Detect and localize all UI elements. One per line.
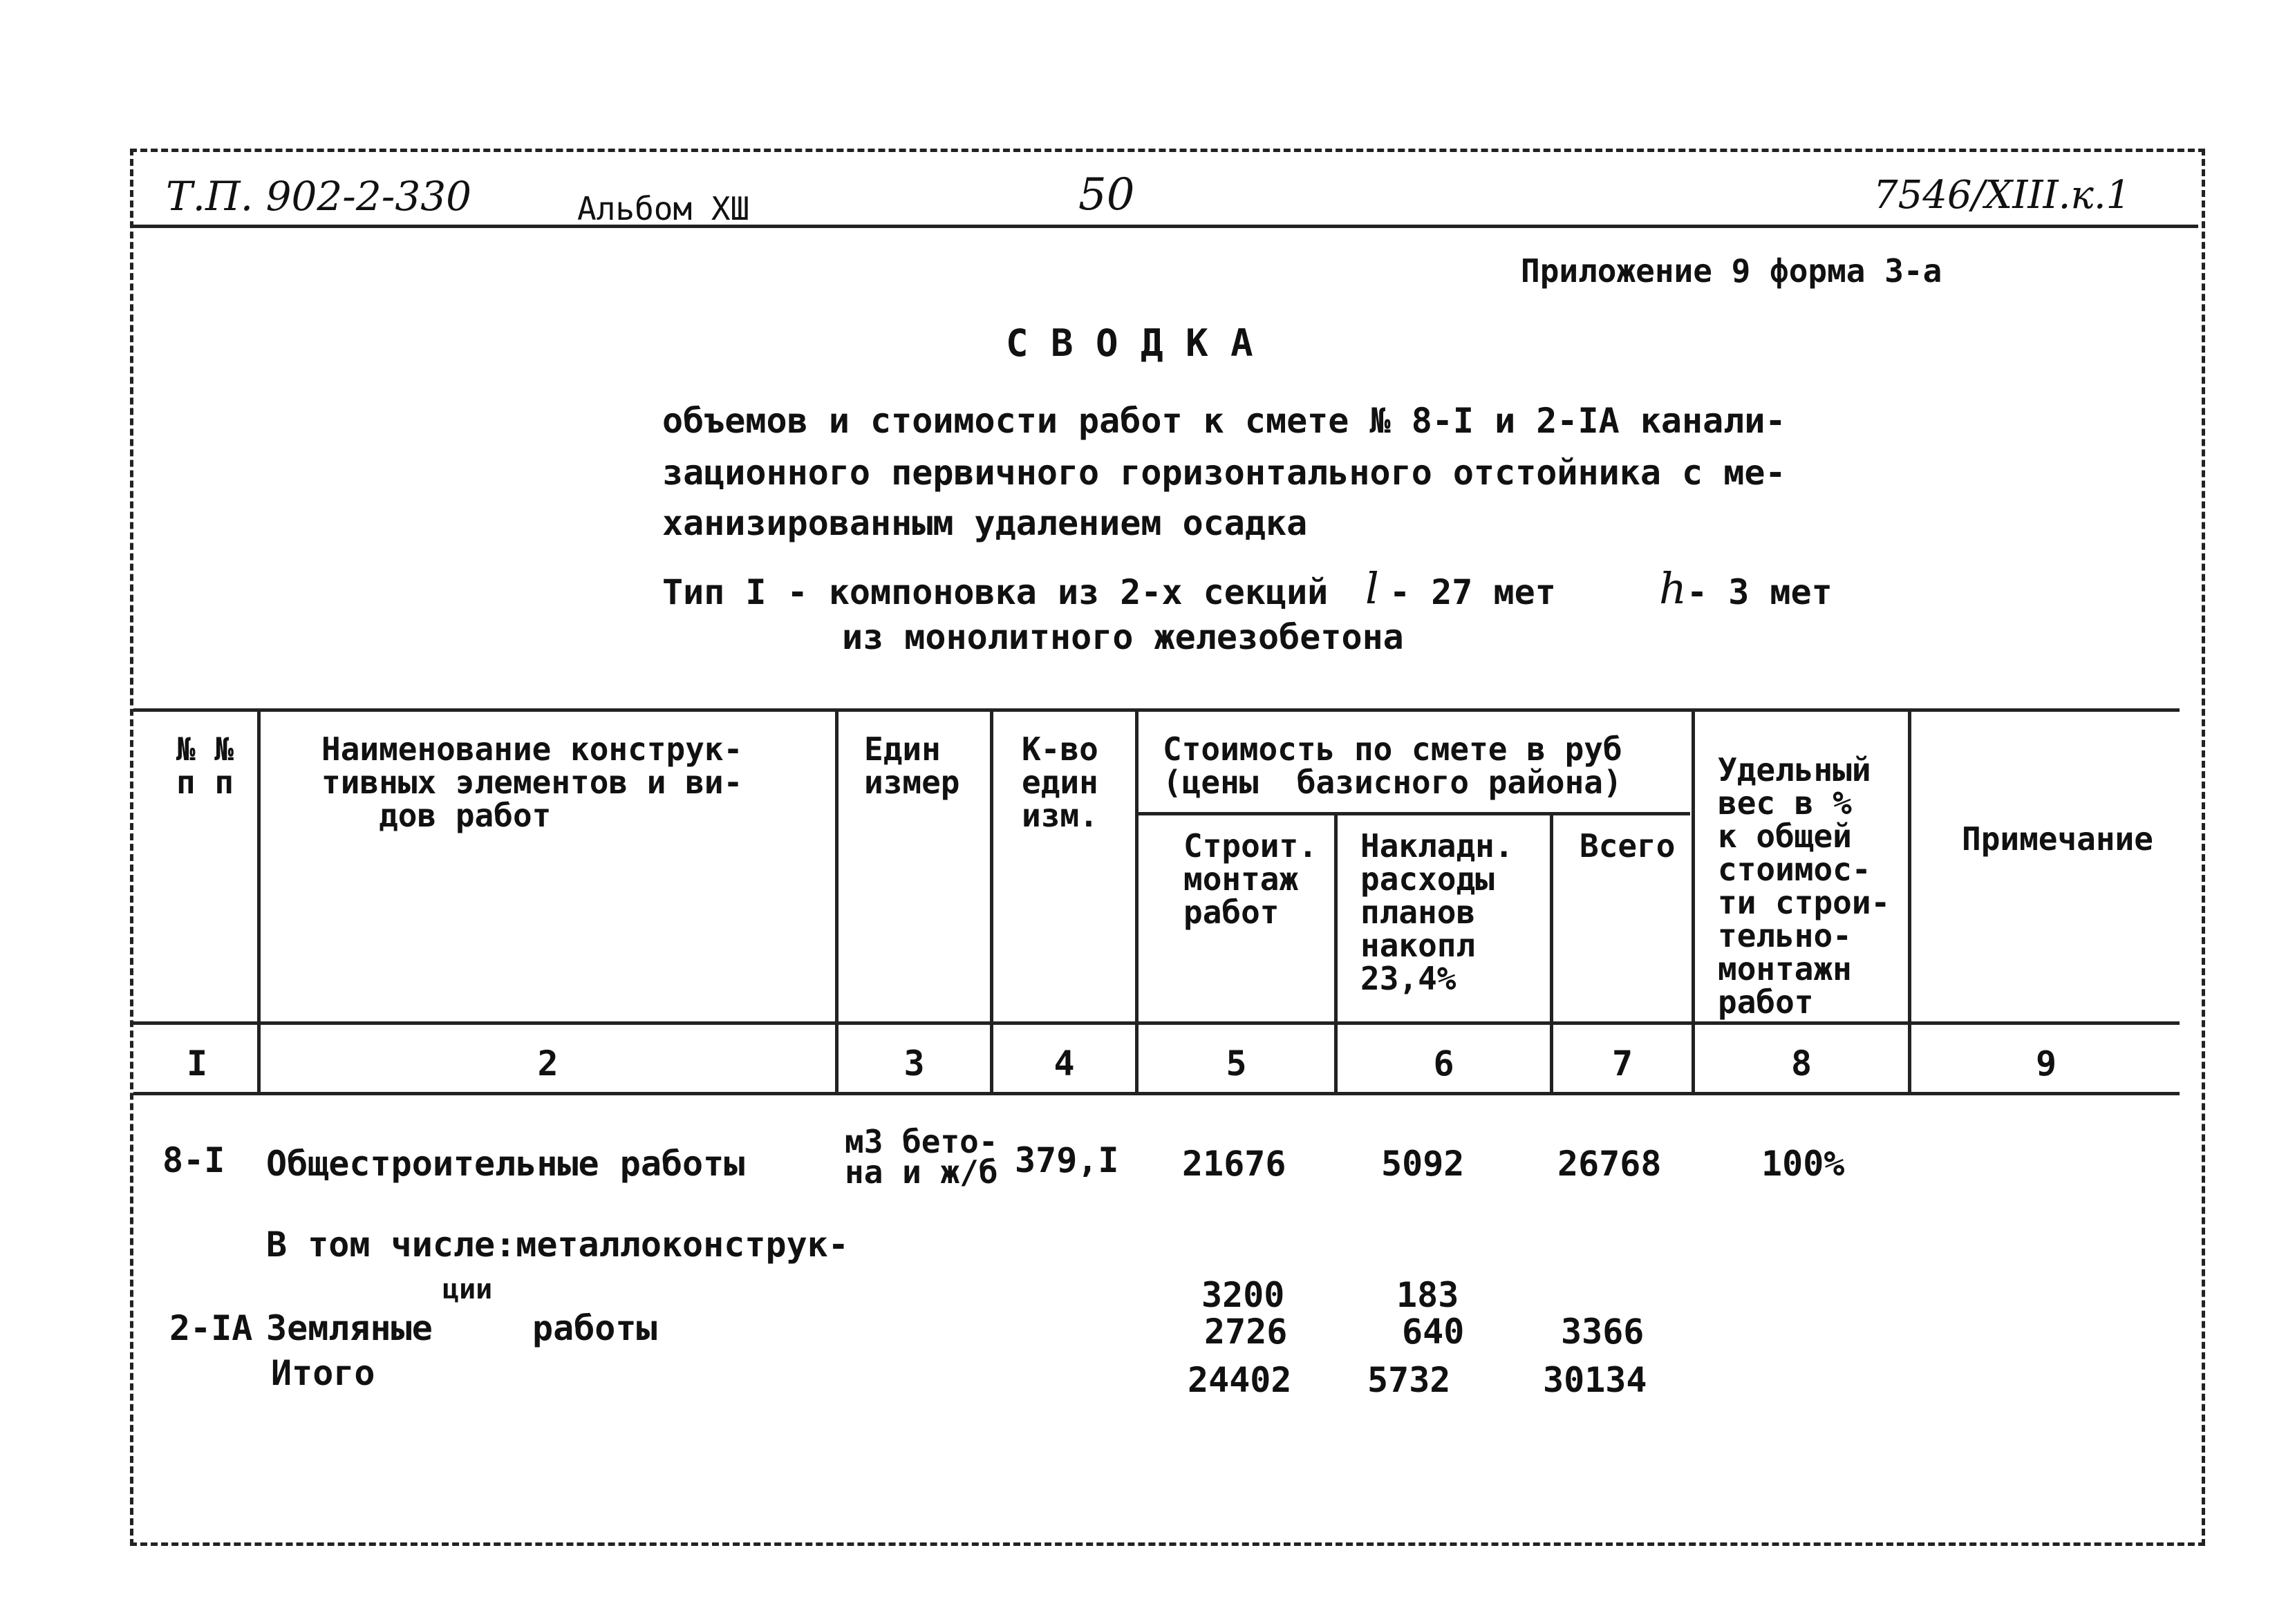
header-construction-cost: Строит. монтаж работ xyxy=(1183,827,1318,931)
subtitle-line-3: ханизированным удалением осадка xyxy=(662,503,1308,543)
row-including-continuation: ции xyxy=(442,1274,493,1305)
header-note: Примечание xyxy=(1962,820,2153,858)
page-number: 50 xyxy=(1078,169,1135,220)
row-total-overhead: 5732 xyxy=(1367,1360,1451,1400)
header-divider xyxy=(133,225,2198,228)
row-earth-name: Земляные xyxy=(266,1308,433,1348)
header-overhead: Накладн. расходы планов накопл 23,4% xyxy=(1360,827,1514,997)
header-bottom-rule xyxy=(133,1021,2180,1025)
row-earth-total: 3366 xyxy=(1561,1312,1645,1352)
row-earth-construction-cost: 2726 xyxy=(1204,1312,1288,1352)
col-number-5: 5 xyxy=(1226,1044,1247,1084)
col-number-9: 9 xyxy=(2035,1044,2057,1084)
header-unit: Един измер xyxy=(864,730,960,801)
header-total: Всего xyxy=(1580,827,1676,865)
row-total-label: Итого xyxy=(271,1353,375,1393)
col-number-7: 7 xyxy=(1611,1044,1633,1084)
row-general-construction-cost: 21676 xyxy=(1182,1144,1286,1184)
row-earth-overhead: 640 xyxy=(1402,1312,1465,1352)
table-top-rule xyxy=(133,708,2180,712)
row-general-number: 8-I xyxy=(162,1140,225,1180)
row-general-quantity: 379,I xyxy=(1015,1140,1119,1180)
col-number-4: 4 xyxy=(1053,1044,1075,1084)
doc-ref: 7546/XIII.к.1 xyxy=(1873,173,2131,218)
col-number-6: 6 xyxy=(1433,1044,1454,1084)
header-row-number: № № п п xyxy=(176,730,234,801)
doc-code: Т.П. 902-2-330 xyxy=(166,173,472,220)
height-value: - 3 мет xyxy=(1687,572,1833,612)
col-divider-7 xyxy=(1692,712,1695,1092)
number-row-rule xyxy=(133,1092,2180,1095)
col-number-3: 3 xyxy=(903,1044,925,1084)
length-value: - 27 мет xyxy=(1389,572,1556,612)
col-divider-2 xyxy=(835,712,838,1092)
row-total-construction-cost: 24402 xyxy=(1188,1360,1292,1400)
album-label: Альбом ХШ xyxy=(577,190,750,227)
header-element-name: Наименование конструк- тивных элементов и ви- дов работ xyxy=(321,730,743,834)
row-including-label: В том числе:металлоконструк- xyxy=(266,1225,849,1265)
page-title: С В О Д К А xyxy=(1006,321,1253,365)
height-symbol: h xyxy=(1659,563,1687,614)
header-cost-group: Стоимость по смете в руб (цены базисного района) xyxy=(1163,730,1622,801)
row-metal-overhead: 183 xyxy=(1396,1275,1459,1315)
col-divider-4 xyxy=(1135,712,1139,1092)
col-divider-8 xyxy=(1908,712,1911,1092)
row-earth-name-2: работы xyxy=(532,1308,657,1348)
col-number-8: 8 xyxy=(1790,1044,1812,1084)
cost-group-rule xyxy=(1137,812,1690,815)
row-general-name: Общестроительные работы xyxy=(266,1144,745,1184)
col-number-2: 2 xyxy=(537,1044,559,1084)
col-divider-3 xyxy=(990,712,993,1092)
subtitle-line-2: зационного первичного горизонтального отстойника с ме- xyxy=(662,453,1786,493)
type-description: Тип I - компоновка из 2-х секций xyxy=(662,572,1329,612)
row-total-total: 30134 xyxy=(1543,1360,1647,1400)
appendix-label: Приложение 9 форма 3-а xyxy=(1521,252,1942,290)
row-metal-construction-cost: 3200 xyxy=(1201,1275,1285,1315)
row-general-share: 100% xyxy=(1761,1144,1845,1184)
row-general-unit: м3 бето- на и ж/б xyxy=(845,1123,998,1191)
header-share: Удельный вес в % к общей стоимос- ти строи- тельно- монтажн работ xyxy=(1718,751,1891,1021)
material-description: из монолитного железобетона xyxy=(842,617,1404,657)
length-symbol: l xyxy=(1365,563,1379,614)
subtitle-line-1: объемов и стоимости работ к смете № 8-I и 2-IA канали- xyxy=(662,401,1786,441)
row-earth-number: 2-IA xyxy=(169,1308,253,1348)
row-general-overhead: 5092 xyxy=(1381,1144,1465,1184)
col-divider-1 xyxy=(257,712,261,1092)
row-general-total: 26768 xyxy=(1557,1144,1662,1184)
header-quantity: К-во един изм. xyxy=(1022,730,1098,834)
col-number-1: I xyxy=(186,1044,208,1084)
